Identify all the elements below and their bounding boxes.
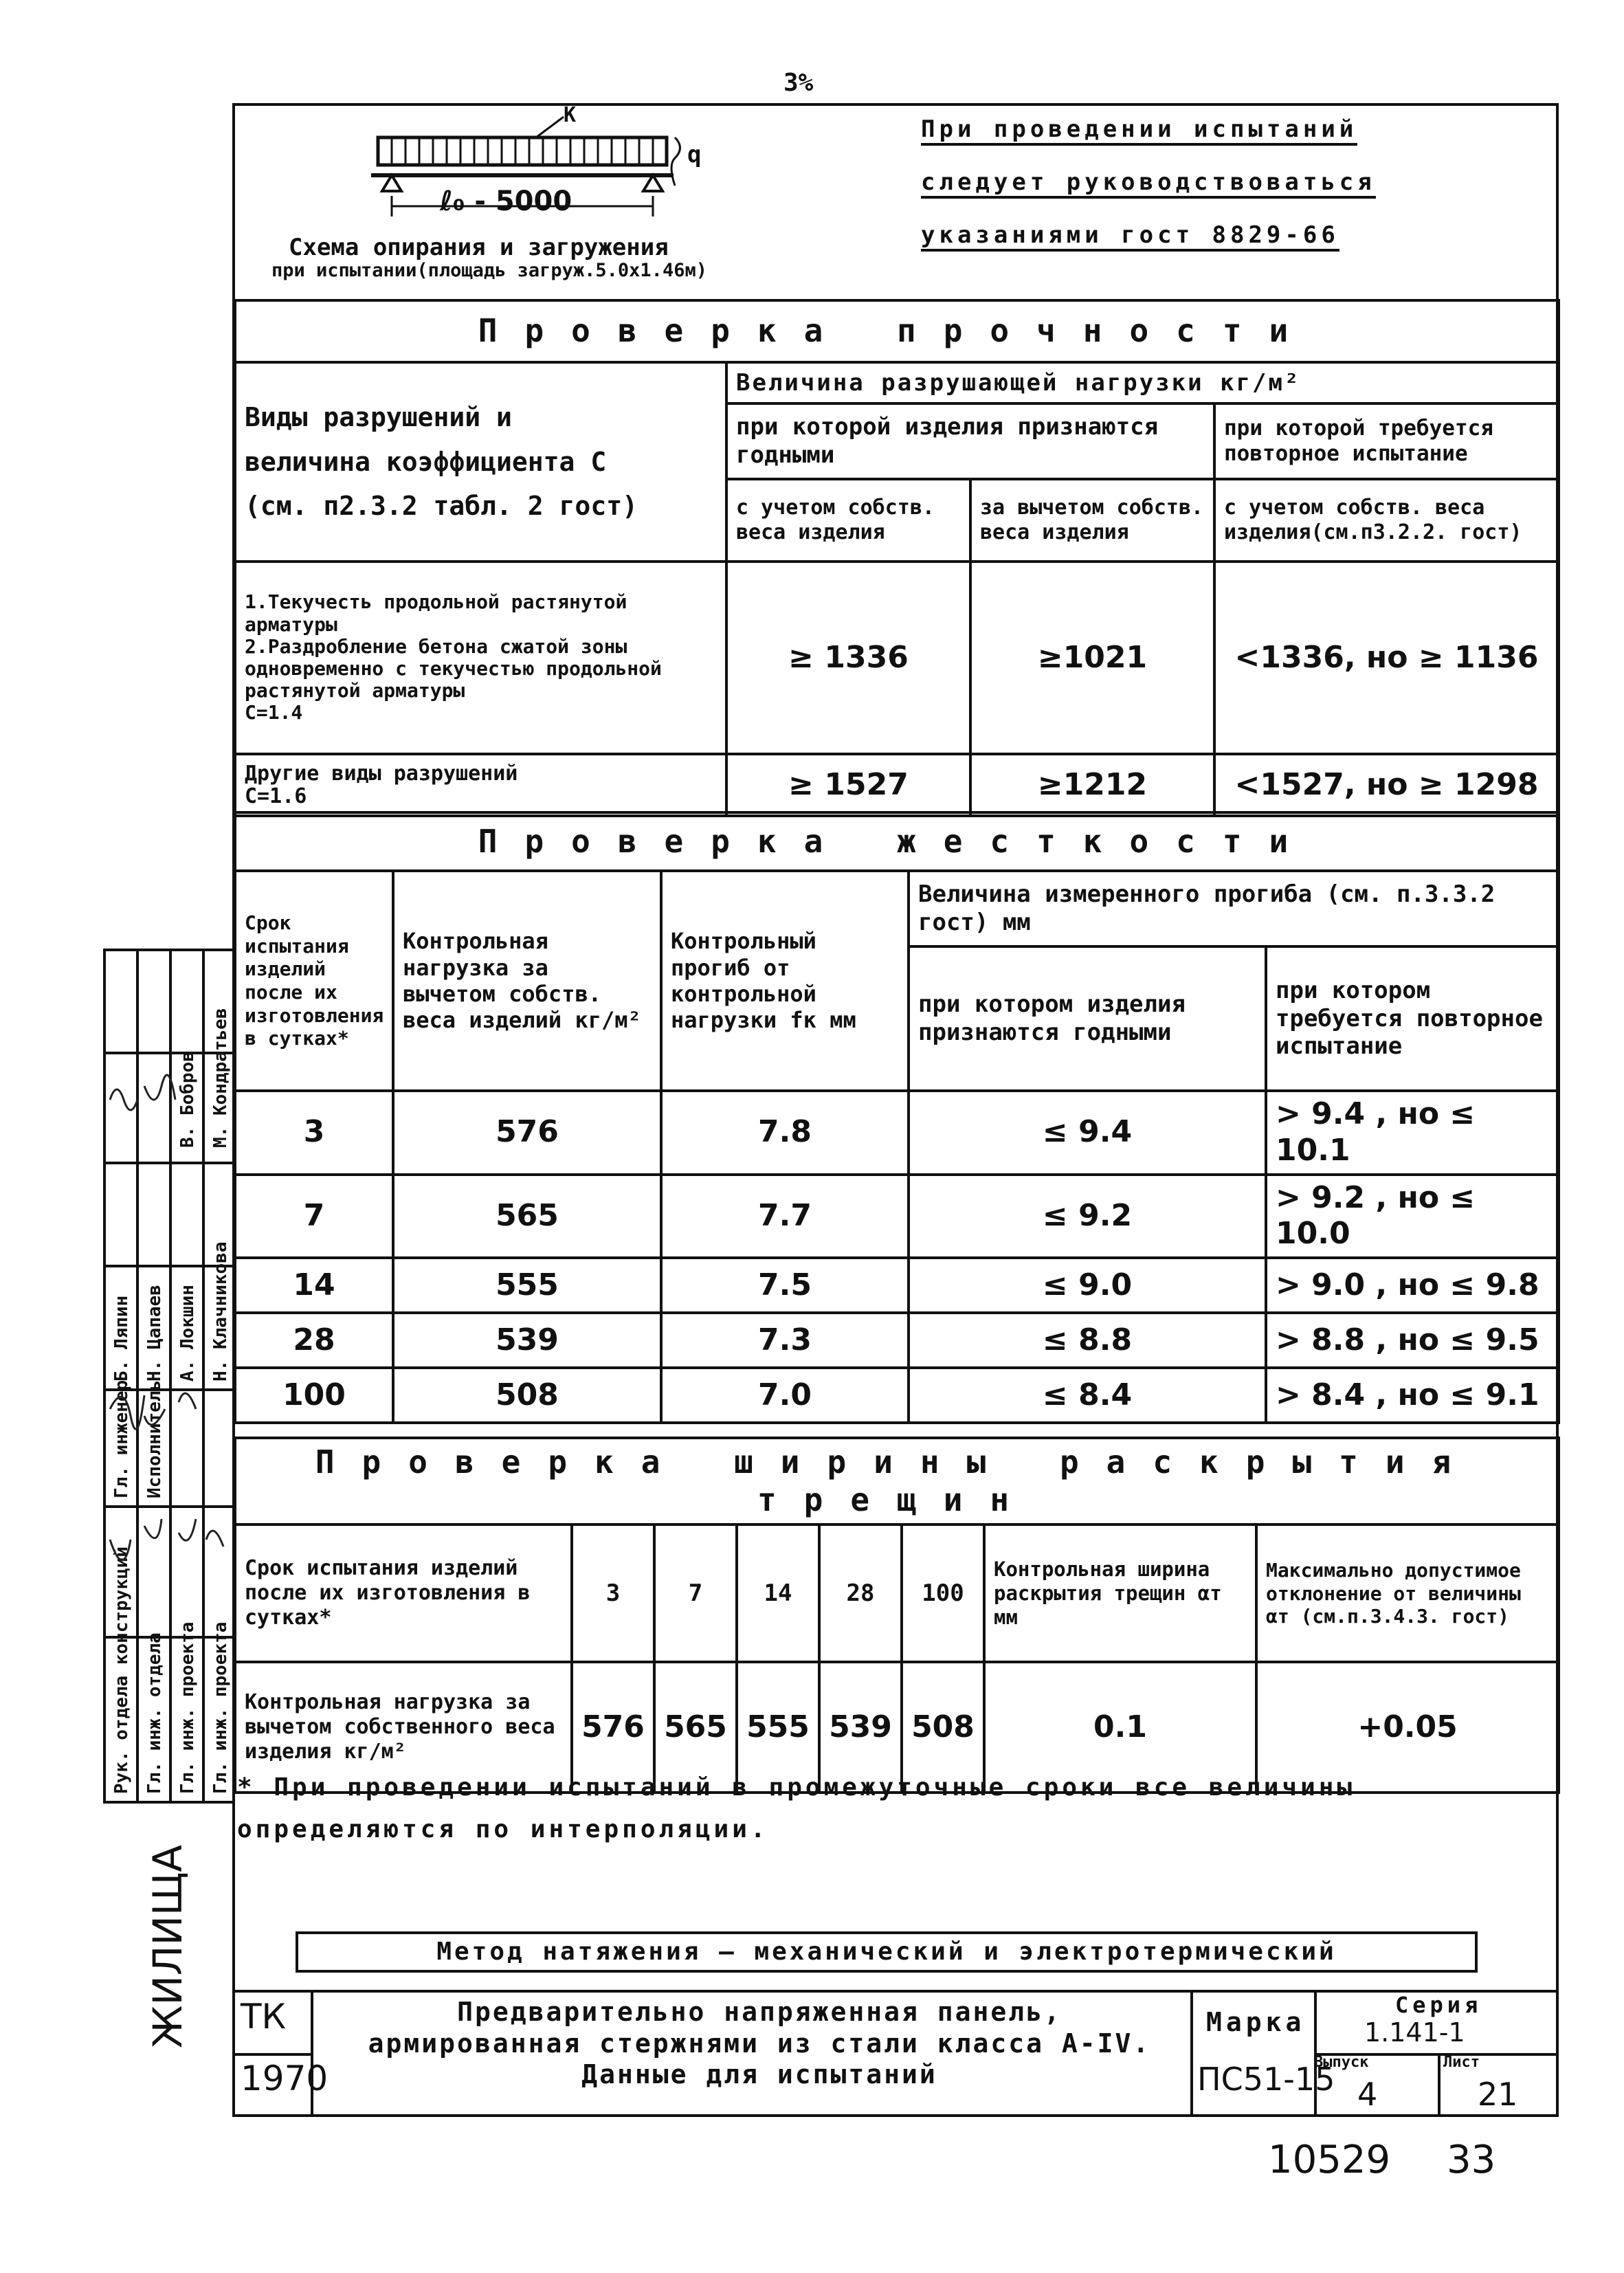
strength-col-fit: при которой изделия признаются годными [726, 403, 1214, 479]
title-year: 1970 [241, 2059, 329, 2098]
strength-col-load-top: Величина разрушающей нагрузки кг/м² [726, 362, 1559, 403]
strength-row-2-without-weight: ≥1212 [970, 754, 1214, 816]
stiffness-row-retest: > 8.8 , но ≤ 9.5 [1266, 1313, 1559, 1368]
stiffness-row-fit: ≤ 8.8 [909, 1313, 1266, 1368]
stiffness-col-measured: Величина измеренного прогиба (см. п.3.3.2 гост) мм [909, 871, 1559, 946]
strength-col-failure: Виды разрушений и величина коэффициента С (см. п2.3.2 табл. 2 гост) [235, 362, 726, 562]
title-text: Предварительно напряженная панель, армированная стержнями из стали класса А-IV. Данные для испытаний [368, 1997, 1151, 2090]
stiffness-row-retest: > 9.2 , но ≤ 10.0 [1266, 1175, 1559, 1259]
crack-term: 7 [654, 1524, 737, 1662]
strength-row-1-label: 1.Текучесть продольной растянутой арматуры 2.Раздробление бетона сжатой зоны одновременно с текучестью продольной растянутой арматуры С=1.4 [235, 562, 726, 754]
stiffness-row-term: 3 [235, 1091, 393, 1175]
stiffness-row-load: 576 [393, 1091, 661, 1175]
schema-caption-1: Схема опирания и загружения [289, 234, 669, 261]
crack-load: 539 [819, 1662, 902, 1793]
stamp-role-4: Гл. инж. проекта [210, 1621, 231, 1794]
stiffness-col-fit: при котором изделия признаются годными [909, 946, 1266, 1091]
stiffness-row-load: 508 [393, 1368, 661, 1423]
strength-col-retest-weight: с учетом собств. веса изделия(см.п3.2.2. гост) [1214, 479, 1559, 562]
crack-title: Проверка ширины раскрытия трещин [235, 1438, 1559, 1524]
crack-row2-label: Контрольная нагрузка за вычетом собственного веса изделия кг/м² [235, 1662, 572, 1793]
crack-table [234, 1437, 1560, 1794]
stamp-name-2: Н. Цапаев [144, 1285, 165, 1382]
stiffness-row-fit: ≤ 9.2 [909, 1175, 1266, 1259]
stamp-role-1: Рук. отдела конструкций [111, 1546, 132, 1794]
stiffness-row-term: 14 [235, 1258, 393, 1313]
strength-table [234, 299, 1560, 817]
title-tk: ТК [241, 1997, 287, 2037]
stiffness-row-term: 100 [235, 1368, 393, 1423]
strength-col-with-weight: с учетом собств. веса изделия [726, 479, 970, 562]
schema-label-k: K [564, 103, 577, 127]
stiffness-table [234, 811, 1560, 1424]
page-number-top: 3% [783, 69, 814, 97]
stiffness-row-fit: ≤ 9.4 [909, 1091, 1266, 1175]
title-vypusk-value: 4 [1357, 2076, 1378, 2113]
strength-row-1-with-weight: ≥ 1336 [726, 562, 970, 754]
stamp-name-6: М. Кондратьев [210, 1008, 231, 1148]
crack-width-value: 0.1 [984, 1662, 1256, 1793]
stiffness-row-load: 555 [393, 1258, 661, 1313]
stiffness-row-retest: > 9.0 , но ≤ 9.8 [1266, 1258, 1559, 1313]
crack-dev-value: +0.05 [1256, 1662, 1559, 1793]
schema-span: ℓ₀ - 5000 [440, 186, 572, 217]
stamp-name-1: Б. Ляпин [111, 1295, 132, 1382]
signatures [103, 1058, 234, 1801]
title-marka-label: Марка [1206, 2007, 1306, 2037]
archive-number: 10529 [1268, 2138, 1391, 2182]
title-series-value: 1.141-1 [1364, 2017, 1465, 2048]
schema-label-q: q [687, 141, 702, 168]
stamp-role-6: Исполнитель [144, 1379, 165, 1498]
stiffness-col-deflection: Контрольный прогиб от контрольной нагрузки fк мм [661, 871, 909, 1091]
stiffness-row-retest: > 8.4 , но ≤ 9.1 [1266, 1368, 1559, 1423]
crack-load: 555 [737, 1662, 819, 1793]
stiffness-row-defl: 7.8 [661, 1091, 909, 1175]
stiffness-row-retest: > 9.4 , но ≤ 10.1 [1266, 1091, 1559, 1175]
stiffness-row-defl: 7.0 [661, 1368, 909, 1423]
crack-col-dev: Максимально допустимое отклонение от величины αт (см.п.3.4.3. гост) [1256, 1524, 1559, 1662]
stiffness-row-defl: 7.5 [661, 1258, 909, 1313]
stiffness-row-fit: ≤ 9.0 [909, 1258, 1266, 1313]
archive-page: 33 [1447, 2138, 1496, 2182]
stiffness-row-fit: ≤ 8.4 [909, 1368, 1266, 1423]
crack-load: 576 [572, 1662, 654, 1793]
strength-row-2-with-weight: ≥ 1527 [726, 754, 970, 816]
crack-term: 28 [819, 1524, 902, 1662]
header-note-1: При проведении испытаний [921, 115, 1357, 146]
schema-caption-2: при испытании(площадь загруж.5.0х1.46м) [271, 260, 707, 281]
stiffness-row-defl: 7.3 [661, 1313, 909, 1368]
footnote: * При проведении испытаний в промежуточные сроки все величины определяются по интерполяции. [237, 1773, 1356, 1844]
title-marka-value: ПС51-15 [1197, 2061, 1335, 2098]
crack-col-width: Контрольная ширина раскрытия трещин αт мм [984, 1524, 1256, 1662]
stiffness-col-load: Контрольная нагрузка за вычетом собств. веса изделий кг/м² [393, 871, 661, 1091]
crack-load: 565 [654, 1662, 737, 1793]
stamp-name-3: А. Локшин [177, 1285, 198, 1382]
title-list-label: Лист [1443, 2054, 1480, 2071]
header-note-3: указаниями гост 8829-66 [921, 221, 1339, 252]
stamp-role-2: Гл. инж. отдела [144, 1632, 165, 1794]
header-note-2: следует руководствоваться [921, 168, 1376, 199]
crack-term: 100 [902, 1524, 984, 1662]
stiffness-row-term: 7 [235, 1175, 393, 1259]
stamp-role-3: Гл. инж. проекта [177, 1621, 198, 1794]
stiffness-row-load: 565 [393, 1175, 661, 1259]
org-name: ЖИЛИЩА [144, 1845, 191, 2048]
strength-col-retest: при которой требуется повторное испытание [1214, 403, 1559, 479]
stiffness-row-defl: 7.7 [661, 1175, 909, 1259]
stiffness-title: Проверка жесткости [235, 812, 1559, 871]
stiffness-row-load: 539 [393, 1313, 661, 1368]
strength-row-2-retest: <1527, но ≥ 1298 [1214, 754, 1559, 816]
method-box: Метод натяжения — механический и электротермический [296, 1931, 1478, 1973]
stiffness-col-term: Срок испытания изделий после их изготовления в сутках* [235, 871, 393, 1091]
strength-title: Проверка прочности [235, 300, 1559, 362]
stiffness-row-term: 28 [235, 1313, 393, 1368]
stiffness-col-retest: при котором требуется повторное испытание [1266, 946, 1559, 1091]
strength-col-without-weight: за вычетом собств. веса изделия [970, 479, 1214, 562]
stamp-name-4: Н. Клачникова [210, 1241, 231, 1382]
strength-row-2-label: Другие виды разрушений С=1.6 [235, 754, 726, 816]
title-vypusk-label: Выпуск [1314, 2054, 1369, 2071]
crack-term: 14 [737, 1524, 819, 1662]
title-series-label: Серия [1395, 1992, 1482, 2018]
crack-load: 508 [902, 1662, 984, 1793]
crack-row1-label: Срок испытания изделий после их изготовления в сутках* [235, 1524, 572, 1662]
strength-row-1-without-weight: ≥1021 [970, 562, 1214, 754]
stamp-role-5: Гл. инженер [111, 1379, 132, 1498]
stamp-name-5: В. Бобров [177, 1051, 198, 1148]
crack-term: 3 [572, 1524, 654, 1662]
side-stamp [103, 949, 234, 2062]
strength-row-1-retest: <1336, но ≥ 1136 [1214, 562, 1559, 754]
title-list-value: 21 [1478, 2076, 1518, 2113]
